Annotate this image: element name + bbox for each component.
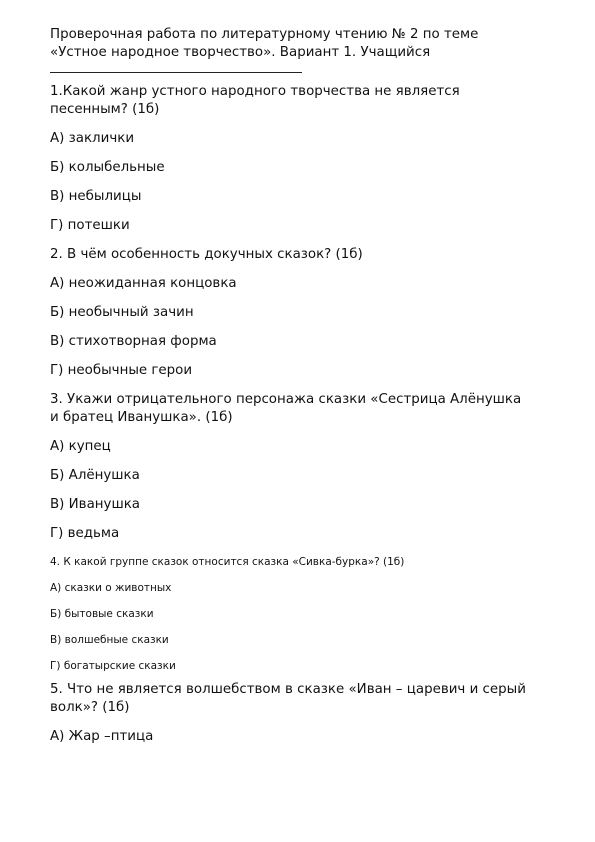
question-2-text-line-1: 2. В чём особенность докучных сказок? (1б) bbox=[50, 247, 363, 262]
question-5-option-a: А) Жар –птица bbox=[50, 729, 154, 744]
question-1-option-b: Б) колыбельные bbox=[50, 160, 165, 175]
question-3-text-line-2: и братец Иванушка». (1б) bbox=[50, 410, 233, 425]
question-3-option-a: А) купец bbox=[50, 439, 111, 454]
question-4 bbox=[50, 555, 545, 673]
worksheet-header bbox=[50, 0, 545, 73]
question-1-option-a: А) заклички bbox=[50, 131, 135, 146]
question-1-text-line-2: песенным? (1б) bbox=[50, 102, 160, 117]
question-1 bbox=[50, 83, 545, 235]
question-1-text-line-1: 1.Какой жанр устного народного творчества не является bbox=[50, 84, 460, 99]
question-1-option-d: Г) потешки bbox=[50, 218, 130, 233]
question-3-option-d: Г) ведьма bbox=[50, 526, 120, 541]
question-2-option-b: Б) необычный зачин bbox=[50, 305, 194, 320]
question-3-option-b: Б) Алёнушка bbox=[50, 468, 140, 483]
question-4-option-b: Б) бытовые сказки bbox=[50, 608, 154, 620]
header-line-2: «Устное народное творчество». Вариант 1. Учащийся bbox=[50, 45, 431, 60]
question-2-option-c: В) стихотворная форма bbox=[50, 334, 217, 349]
question-5-text-line-1: 5. Что не является волшебством в сказке «Иван – царевич и серый bbox=[50, 682, 526, 697]
question-5 bbox=[50, 681, 545, 746]
question-2-option-a: А) неожиданная концовка bbox=[50, 276, 237, 291]
header-line-1: Проверочная работа по литературному чтению № 2 по теме bbox=[50, 27, 479, 42]
question-3 bbox=[50, 391, 545, 543]
question-2 bbox=[50, 246, 545, 380]
question-4-option-c: В) волшебные сказки bbox=[50, 634, 169, 646]
question-1-option-c: В) небылицы bbox=[50, 189, 142, 204]
question-5-text-line-2: волк»? (1б) bbox=[50, 700, 130, 715]
question-3-option-c: В) Иванушка bbox=[50, 497, 141, 512]
student-name-line bbox=[50, 62, 302, 73]
question-3-text-line-1: 3. Укажи отрицательного персонажа сказки «Сестрица Алёнушка bbox=[50, 392, 522, 407]
question-4-option-d: Г) богатырские сказки bbox=[50, 660, 176, 672]
question-4-option-a: А) сказки о животных bbox=[50, 582, 172, 594]
question-4-text-line-1: 4. К какой группе сказок относится сказка «Сивка-бурка»? (1б) bbox=[50, 556, 405, 568]
question-2-option-d: Г) необычные герои bbox=[50, 363, 193, 378]
